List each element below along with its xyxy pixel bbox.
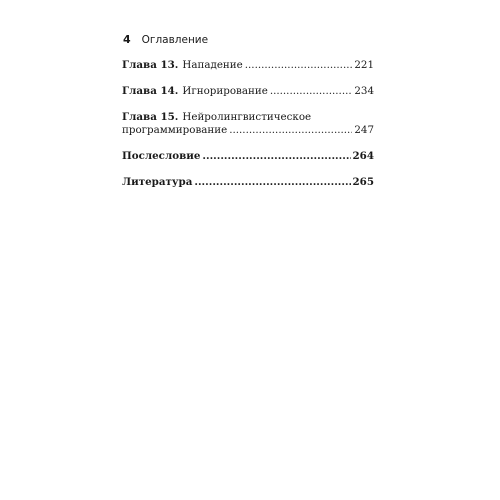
section-title: Послесловие (122, 150, 201, 162)
dot-leader (202, 150, 350, 163)
page-number: 4 (123, 33, 131, 46)
toc-entry-afterword[interactable] (122, 150, 374, 163)
page-ref: 234 (354, 85, 374, 97)
table-of-contents (122, 59, 374, 189)
chapter-title: Игнорирование (182, 85, 268, 97)
toc-entry-chapter-13[interactable] (122, 59, 374, 72)
dot-leader (229, 124, 352, 137)
running-head (123, 33, 208, 46)
page-ref: 247 (354, 124, 374, 136)
dot-leader (245, 59, 353, 72)
chapter-title-line-2: программирование (122, 124, 228, 136)
page-ref: 221 (354, 59, 374, 71)
dot-leader (270, 85, 353, 98)
toc-entry-chapter-14[interactable] (122, 85, 374, 98)
toc-entry-chapter-15[interactable] (122, 111, 374, 137)
chapter-title-line-1: Нейролингвистическое (182, 111, 312, 123)
chapter-number: Глава 15. (122, 111, 179, 123)
dot-leader (194, 176, 350, 189)
running-head-title: Оглавление (141, 34, 209, 46)
section-title: Литература (122, 176, 193, 188)
toc-entry-literature[interactable] (122, 176, 374, 189)
chapter-number: Глава 14. (122, 85, 179, 97)
page-ref: 264 (352, 150, 374, 162)
chapter-number: Глава 13. (122, 59, 179, 71)
chapter-title: Нападение (182, 59, 243, 71)
page-ref: 265 (352, 176, 374, 188)
